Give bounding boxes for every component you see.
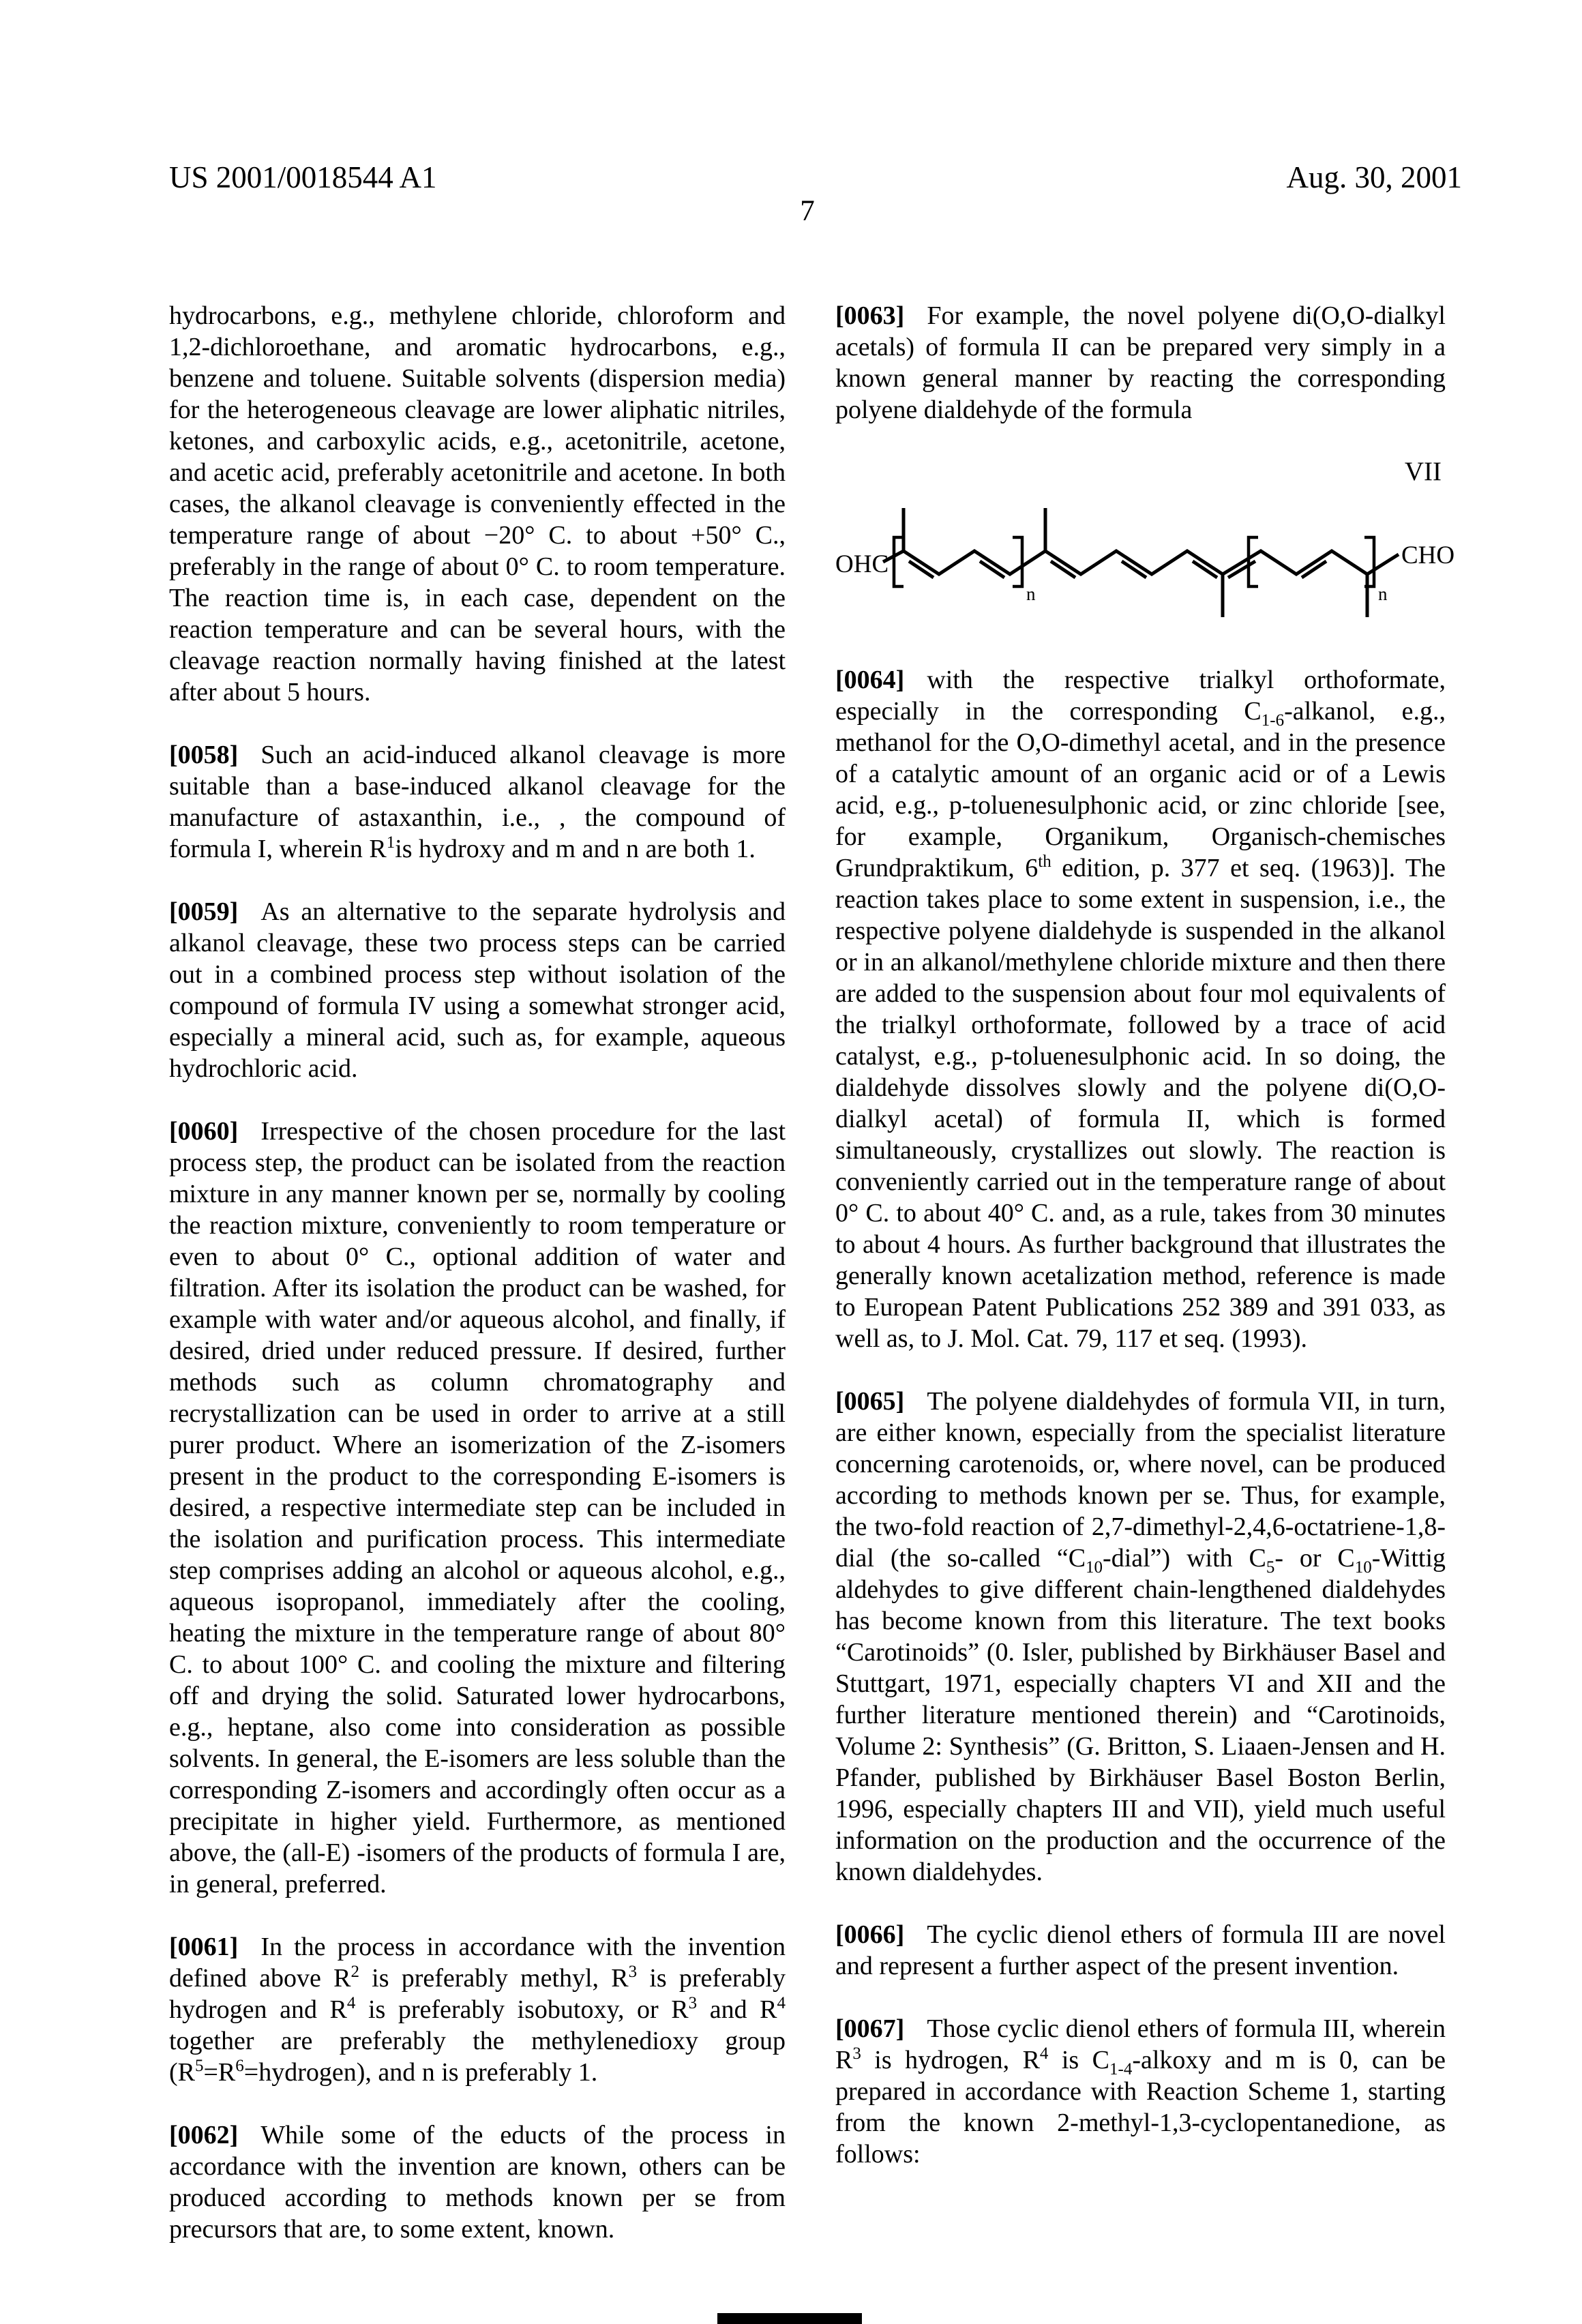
aldehyde-label-right: CHO [1401,541,1455,569]
paragraph-text: The polyene dialdehydes of formula VII, in turn, are either known, especially from the specialist literature concerning carotenoids, or, where novel, can be produced according to methods known per se. Thus, for example, the two-fold reaction of 2,7-dimethyl-2,4,6-octatriene-1,8-dial (the so-called “$C_{10}-dial$”) with $C_5-$ or $C_{10}$-Wittig aldehydes to give different chain-lengthened dialdehydes has become known from this literature. The text books “Carotinoids” (0. Isler, published by Birkhäuser Basel and Stuttgart, 1971, especially chapters VI and XII and the further literature mentioned therein) and “Carotinoids, Volume 2: Synthesis” (G. Britton, S. Liaaen-Jensen and H. Pfander, published by Birkhäuser Basel Boston Berlin, 1996, especially chapters III and VII), yield much useful information on the production and the occurrence of the known dialdehydes. [835,1387,1446,1886]
paragraph-number: [0066] [835,1920,905,1949]
paragraph-text: Irrespective of the chosen procedure for the last process step, the product can be isolated from the reaction mixture in any manner known per se, normally by cooling the reaction mixture, conveniently to room temperature or even to about 0° C., optional addition of water and filtration. After its isolation the product can be washed, for example with water and/or aqueous alcohol, and finally, if desired, dried under reduced pressure. If desired, further methods such as column chromatography and recrystallization can be used in order to arrive at a still purer product. Where an isomerization of the Z-isomers present in the product to the corresponding E-isomers is desired, a respective intermediate step can be included in the isolation and purification process. This intermediate step comprises adding an alcohol or aqueous alcohol, e.g., aqueous isopropanol, immediately after the cooling, heating the mixture in the temperature range of about 80° C. to about 100° C. and cooling the mixture and filtering off and drying the solid. Saturated lower hydrocarbons, e.g., heptane, also come into consideration as possible solvents. In general, the E-isomers are less soluble than the corresponding Z-isomers and accordingly often occur as a precipitate in higher yield. Furthermore, as mentioned above, the (all-E) -isomers of the products of formula I are, in general, preferred. [169,1117,786,1898]
paragraph-0061 [169,1931,786,2088]
right-column-top [835,300,1446,426]
right-column [835,300,1455,2170]
paragraph-number: [0058] [169,741,239,769]
paragraph-number: [0061] [169,1933,239,1961]
paragraph-number: [0059] [169,897,239,926]
publication-number: US 2001/0018544 A1 [169,160,437,194]
aldehyde-label-left: OHC [835,550,889,578]
paragraph-0060 [169,1116,786,1900]
paragraph-number: [0060] [169,1117,239,1146]
paragraph-number: [0063] [835,301,905,330]
paragraph-number: [0067] [835,2014,905,2043]
paragraph-text: Such an acid-induced alkanol cleavage is more suitable than a base-induced alkanol cleavage for the manufacture of astaxanthin, i.e., , the compound of formula I, wherein $R^1is$ hydroxy and m and n are both 1. [169,741,786,863]
paragraph-number: [0062] [169,2121,239,2149]
repeat-subscript-n-1: n [1026,584,1036,604]
formula-label: VII [1404,457,1442,486]
publication-date: Aug. 30, 2001 [1286,160,1462,194]
paragraph-number: [0064] [835,666,905,694]
paragraph-text: While some of the educts of the process in accordance with the invention are known, others can be produced according to methods known per se from precursors that are, to some extent, known. [169,2121,786,2244]
paragraph-text: For example, the novel polyene di(O,O-dialkyl acetals) of formula II can be prepared very simply in a known general manner by reacting the corresponding polyene dialdehyde of the formula [835,301,1446,424]
paragraph-0058 [169,739,786,865]
formula-vii-structure [835,491,1455,634]
page-number: 7 [800,195,815,227]
repeat-subscript-n-2: n [1378,584,1388,604]
paragraph-text: hydrocarbons, e.g., methylene chloride, chloroform and 1,2-dichloroethane, and aromatic hydrocarbons, e.g., benzene and toluene. Suitable solvents (dispersion media) for the heterogeneous cleavage are lower aliphatic nitriles, ketones, and carboxylic acids, e.g., acetonitrile, acetone, and acetic acid, preferably acetonitrile and acetone. In both cases, the alkanol cleavage is conveniently effected in the temperature range of about −20° C. to about +50° C., preferably in the range of about 0° C. to room temperature. The reaction time is, in each case, dependent on the reaction temperature and can be several hours, with the cleavage reaction normally having finished at the latest after about 5 hours. [169,301,786,706]
paragraph-0065 [835,1386,1446,1888]
paragraph-number: [0065] [835,1387,905,1416]
paragraph-0063 [835,300,1446,426]
paragraph-text: As an alternative to the separate hydrolysis and alkanol cleavage, these two process steps can be carried out in a combined process step without isolation of the compound of formula IV using a somewhat stronger acid, especially a mineral acid, such as, for example, aqueous hydrochloric acid. [169,897,786,1083]
paragraph-0067 [835,2013,1446,2170]
paragraph-0064 [835,664,1446,1354]
paragraph-text: In the process in accordance with the invention defined above $R^2$ is preferably methyl, $R^3$ is preferably hydrogen and $R^4$ is preferably isobutoxy, or $R^3$ and $R^4$ together are preferably the methylenedioxy group $(R^5=R^6=hydrogen)$, and n is preferably 1. [169,1933,786,2087]
repeat-bracket-close-1 [1013,537,1022,586]
paragraph-continuation [169,300,786,708]
paragraph-text: Those cyclic dienol ethers of formula III, wherein $R^3$ is hydrogen, $R^4$ is $C_{1-4}$-alkoxy and m is 0, can be prepared in accordance with Reaction Scheme 1, starting from the known 2-methyl-1,3-cyclopentanedione, as follows: [835,2014,1446,2169]
paragraph-0062 [169,2119,786,2245]
left-column [169,300,786,2245]
paragraph-0059 [169,896,786,1084]
paragraph-text: with the respective trialkyl orthoformate, especially in the corresponding $C_{1-6}$-alkanol, e.g., methanol for the O,O-dimethyl acetal, and in the presence of a catalytic amount of an organic acid or of a Lewis acid, e.g., p-toluenesulphonic acid, or zinc chloride [see, for example, Organikum, Organisch-chemisches Grundpraktikum, 6th edition, p. 377 et seq. (1963)]. The reaction takes place to some extent in suspension, i.e., the respective polyene dialdehyde is suspended in the alkanol or in an alkanol/methylene chloride mixture and then there are added to the suspension about four mol equivalents of the trialkyl orthoformate, followed by a trace of acid catalyst, e.g., p-toluenesulphonic acid. In so doing, the dialdehyde dissolves slowly and the polyene di(O,O-dialkyl acetal) of formula II, which is formed simultaneously, crystallizes out slowly. The reaction is conveniently carried out in the temperature range of about 0° C. to about 40° C. and, as a rule, takes from 30 minutes to about 4 hours. As further background that illustrates the generally known acetalization method, reference is made to European Patent Publications 252 389 and 391 033, as well as, to J. Mol. Cat. 79, 117 et seq. (1993). [835,666,1446,1353]
scan-artifact [717,2313,862,2324]
paragraph-text: The cyclic dienol ethers of formula III are novel and represent a further aspect of the present invention. [835,1920,1446,1980]
right-column-bottom [835,664,1446,2170]
paragraph-0066 [835,1919,1446,1982]
formula-vii-figure [835,426,1455,664]
